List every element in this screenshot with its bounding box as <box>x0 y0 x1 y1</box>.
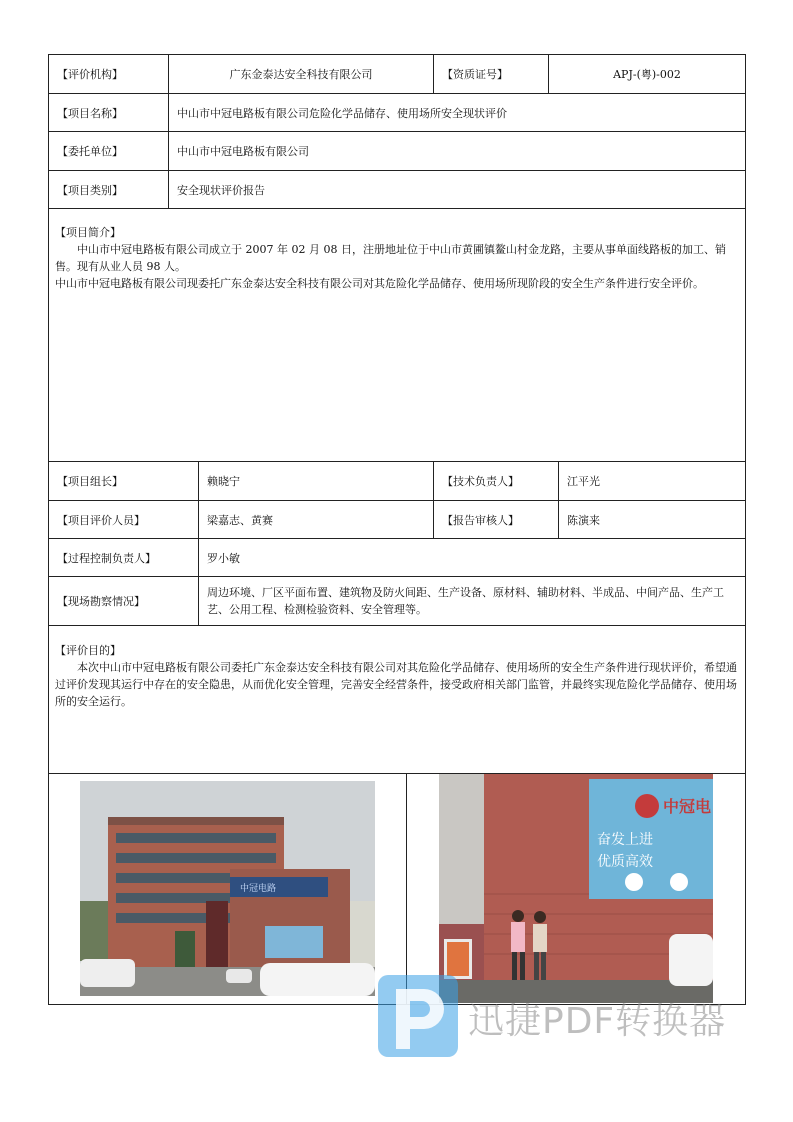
row-intro <box>49 209 745 462</box>
leader-value: 赖晓宁 <box>198 462 433 500</box>
client-label: 【委托单位】 <box>57 145 123 158</box>
leader-label: 【项目组长】 <box>57 475 123 488</box>
cert-label: 【资质证号】 <box>433 55 548 93</box>
org-label: 【评价机构】 <box>57 68 123 81</box>
staff-value: 梁嘉志、黄赛 <box>198 501 433 538</box>
project-name-value: 中山市中冠电路板有限公司危险化学品储存、使用场所安全现状评价 <box>168 94 745 131</box>
right-photo-sign-line-1: 奋发上进 <box>597 832 653 848</box>
process-label: 【过程控制负责人】 <box>57 551 156 565</box>
row-process <box>49 539 745 577</box>
entrance-photo <box>439 774 713 1003</box>
row-org <box>49 55 745 94</box>
client-value: 中山市中冠电路板有限公司 <box>168 132 745 170</box>
pdf-converter-watermark <box>378 975 738 1057</box>
evaluation-form <box>48 54 746 1005</box>
survey-value: 周边环境、厂区平面布置、建筑物及防火间距、生产设备、原材料、辅助材料、半成品、中间产品、生产工艺、公用工程、检测检验资料、安全管理等。 <box>198 577 745 625</box>
row-category <box>49 171 745 209</box>
purpose-heading: 【评价目的】 <box>55 644 121 657</box>
row-project-name <box>49 94 745 132</box>
row-survey <box>49 577 745 626</box>
left-photo-sign-text: 中冠电路 <box>240 884 277 894</box>
row-purpose <box>49 626 745 774</box>
intro-section <box>49 209 745 292</box>
category-value: 安全现状评价报告 <box>168 171 745 208</box>
row-client <box>49 132 745 171</box>
row-photos <box>49 774 745 1004</box>
reviewer-label: 【报告审核人】 <box>433 501 558 538</box>
purpose-text: 本次中山市中冠电路板有限公司委托广东金泰达安全科技有限公司对其危险化学品储存、使用场所的安全生产条件进行现状评价，希望通过评价发现其运行中存在的安全隐患，从而优化安全管理，完善安全经营条件，接受政府相关部门监管，并最终实现危险化学品储存、使用场所的安全运行。 <box>55 661 737 708</box>
right-photo-sign-title: 中冠电 <box>663 797 712 816</box>
cert-value: APJ-(粤)-002 <box>548 55 745 93</box>
survey-label: 【现场勘察情况】 <box>57 595 145 608</box>
tech-lead-label: 【技术负责人】 <box>433 462 558 500</box>
tech-lead-value: 江平光 <box>558 462 745 500</box>
right-photo-sign-line-2: 优质高效 <box>597 854 653 870</box>
process-value: 罗小敏 <box>198 539 745 576</box>
intro-paragraph-2: 中山市中冠电路板有限公司现委托广东金泰达安全科技有限公司对其危险化学品储存、使用场所现阶段的安全生产条件进行安全评价。 <box>55 277 704 290</box>
category-label: 【项目类别】 <box>57 183 123 197</box>
watermark-text: 迅捷PDF转换器 <box>468 1001 727 1042</box>
project-name-label: 【项目名称】 <box>57 106 123 120</box>
photo-divider <box>406 774 407 1004</box>
intro-paragraph-1: 中山市中冠电路板有限公司成立于 2007 年 02 月 08 日，注册地址位于中山市黄圃镇鳌山村金龙路，主要从事单面线路板的加工、销售。现有从业人员 98 人。 <box>55 243 726 273</box>
purpose-section <box>49 626 745 710</box>
row-staff <box>49 501 745 539</box>
building-photo <box>80 781 375 996</box>
staff-label: 【项目评价人员】 <box>57 513 145 527</box>
intro-heading: 【项目简介】 <box>55 226 121 239</box>
row-leader <box>49 462 745 501</box>
pdf-logo-icon <box>378 975 458 1057</box>
reviewer-value: 陈演来 <box>558 501 745 538</box>
org-value: 广东金泰达安全科技有限公司 <box>168 55 433 93</box>
